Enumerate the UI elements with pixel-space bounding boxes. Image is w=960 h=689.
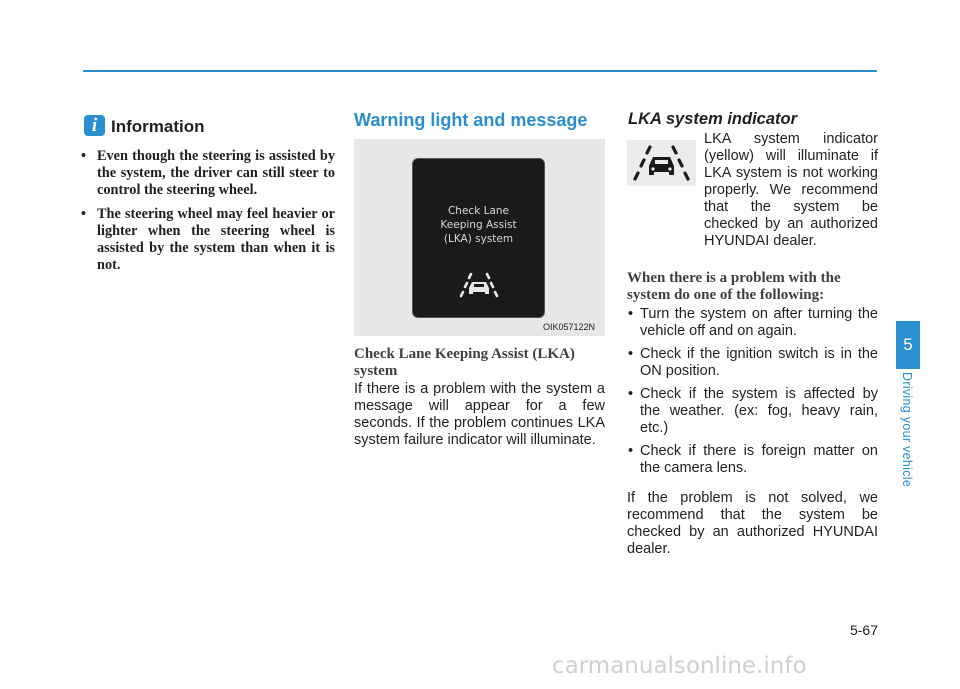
section-title-warning: Warning light and message xyxy=(354,110,588,130)
closing-paragraph: If the problem is not solved, we recommend that the system be checked by an authorized HYUNDAI dealer. xyxy=(627,490,878,557)
page-number: 5-67 xyxy=(849,622,878,638)
information-item: • The steering wheel may feel heavier or lighter when the steering wheel is assisted by the system than when it is not. xyxy=(80,206,335,274)
info-icon: i xyxy=(84,115,105,136)
lka-car-lane-icon xyxy=(455,272,503,298)
cluster-message-line: Keeping Assist xyxy=(440,219,517,231)
chapter-tab: 5 xyxy=(896,321,920,369)
lka-indicator-image xyxy=(627,140,696,186)
problem-steps-list xyxy=(627,306,878,483)
problem-step: • Check if the system is affected by the weather. (ex: fog, heavy rain, etc.) xyxy=(627,386,878,437)
problem-step: • Turn the system on after turning the vehicle off and on again. xyxy=(627,306,878,340)
information-title: Information xyxy=(111,117,205,136)
problem-heading: When there is a problem with the system do one of the following: xyxy=(627,270,841,303)
section-title-lka-indicator: LKA system indicator xyxy=(628,110,798,128)
cluster-message-line: (LKA) system xyxy=(443,233,514,245)
subheading-check-lka: Check Lane Keeping Assist (LKA) system xyxy=(354,346,575,379)
cluster-message xyxy=(413,204,544,246)
information-list xyxy=(80,148,335,281)
chapter-title: Driving your vehicle xyxy=(900,372,914,488)
cluster-illustration xyxy=(354,139,605,336)
figure-code: OIK057122N xyxy=(543,322,596,332)
information-header xyxy=(84,114,205,136)
cluster-message-line: Check Lane xyxy=(447,205,510,217)
lka-indicator-description: LKA system indicator (yellow) will illuminate if LKA system is not working properly. We recommend that the system be checked by an authorized HYUNDAI dealer. xyxy=(704,131,878,249)
cluster-display xyxy=(412,158,545,318)
watermark: carmanualsonline.info xyxy=(552,653,807,679)
warning-paragraph: If there is a problem with the system a message will appear for a few seconds. If the problem continues LKA system failure indicator will illuminate. xyxy=(354,381,605,448)
top-rule xyxy=(83,70,877,72)
information-item: • Even though the steering is assisted by the system, the driver can still steer to control the steering wheel. xyxy=(80,148,335,199)
lka-indicator-icon xyxy=(630,142,693,184)
problem-step: • Check if the ignition switch is in the ON position. xyxy=(627,346,878,380)
problem-step: • Check if there is foreign matter on the camera lens. xyxy=(627,443,878,477)
